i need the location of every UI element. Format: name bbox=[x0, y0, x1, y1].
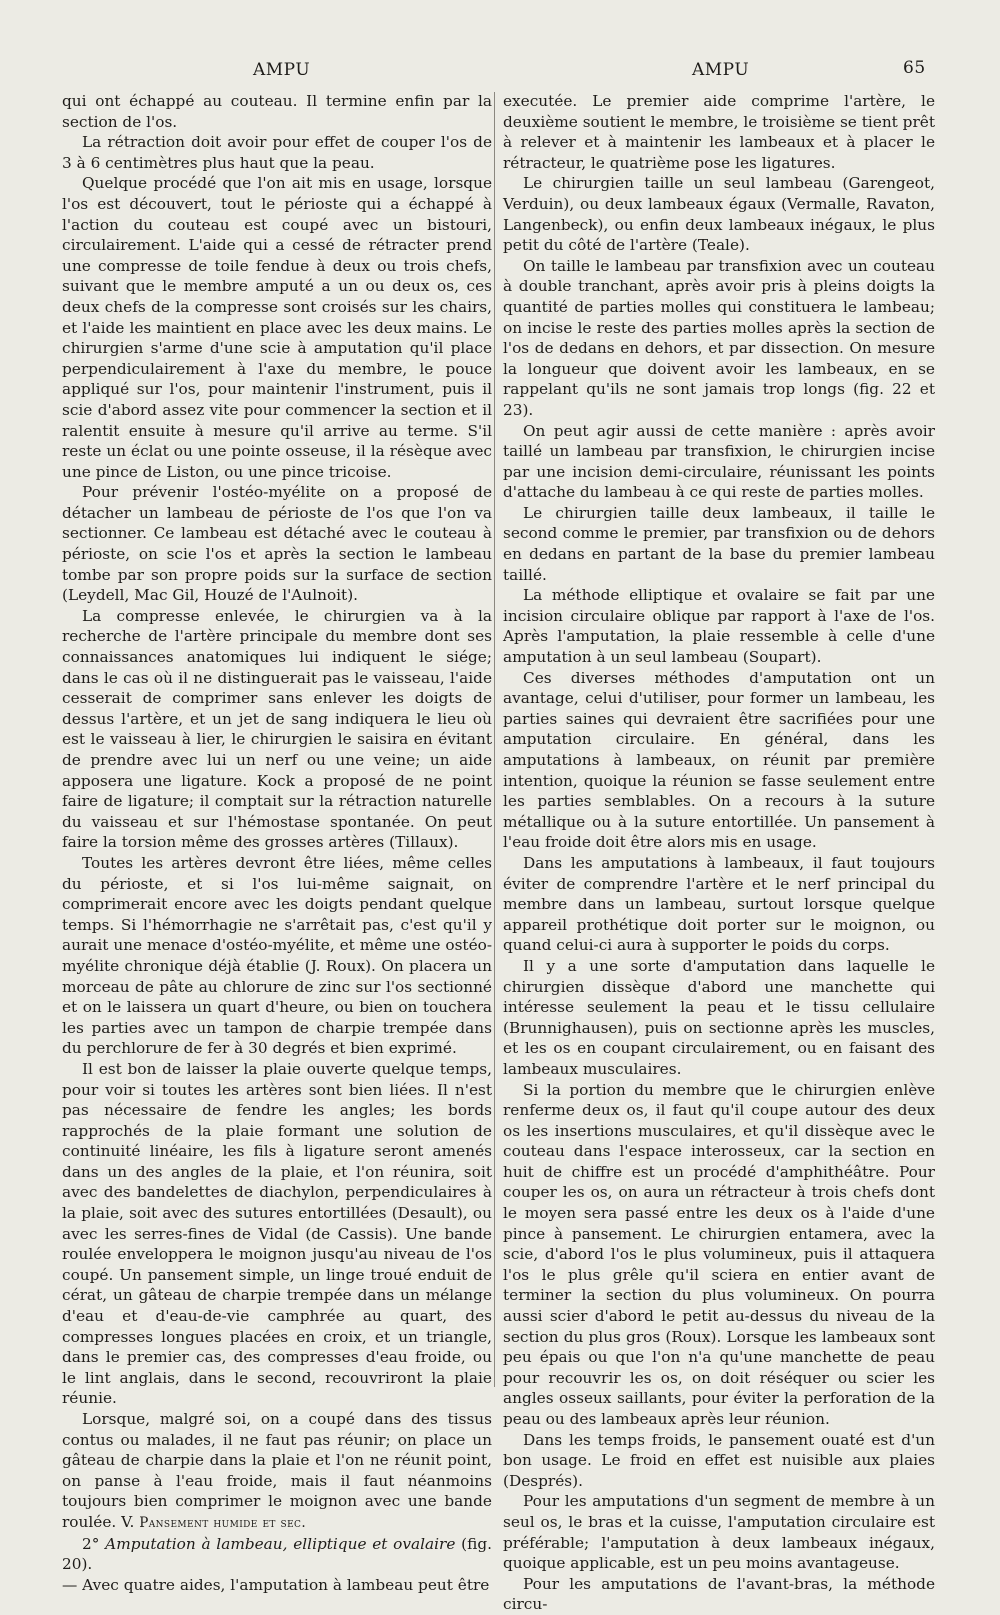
running-head-left: AMPU bbox=[253, 60, 311, 80]
column-divider bbox=[494, 92, 495, 1387]
cross-reference: Pansement humide et sec. bbox=[139, 1514, 307, 1531]
paragraph: Pour les amputations d'un segment de membre à un seul os, le bras et la cuisse, l'amputation circulaire est préférable; l'amputation à deux lambeaux inégaux, quoique applicable, est un peu moins avantageuse. bbox=[503, 1492, 935, 1573]
paragraph: Le chirurgien taille deux lambeaux, il taille le second comme le premier, par transfixion ou de dehors en dedans en partant de la base du premier lambeau taillé. bbox=[503, 503, 935, 584]
paragraph: qui ont échappé au couteau. Il termine enfin par la section de l'os. bbox=[62, 92, 492, 131]
paragraph: Quelque procédé que l'on ait mis en usage, lorsque l'os est découvert, tout le périoste qui a échappé à l'action du couteau est coupé avec un bistouri, circulairement. L'aide qui a cessé de rétracter prend une compresse de toile fendue à deux ou trois chefs, suivant que le membre amputé a un ou deux os, ces deux chefs de la compresse sont croisés sur les chairs, et l'aide les maintient en place avec les deux mains. Le chirurgien s'arme d'une scie à amputation qu'il place perpendiculairement à l'axe du membre, le pouce appliqué sur l'os, pour maintenir l'instrument, puis il scie d'abord assez vite pour commencer la section et il ralentit ensuite à mesure qu'il arrive au terme. S'il reste un éclat ou une pointe osseuse, il la résèque avec une pince de Liston, ou une pince tricoise. bbox=[62, 174, 492, 481]
section-text: — Avec quatre aides, l'amputation à lambeau peut être bbox=[62, 1575, 490, 1594]
paragraph: Toutes les artères devront être liées, même celles du périoste, et si l'os lui-même saignait, on comprimerait encore avec les doigts pendant quelque temps. Si l'hémorrhagie ne s'arrêtait pas, c'est qu'il y aurait une menace d'ostéo-myélite, et même une ostéo-myélite chronique déjà établie (J. Roux). On placera un morceau de pâte au chlorure de zinc sur l'os sectionné et on le laissera un quart d'heure, ou bien on touchera les parties avec un tampon de charpie trempée dans du perchlorure de fer à 30 degrés et bien exprimé. bbox=[62, 853, 492, 1058]
paragraph: On taille le lambeau par transfixion avec un couteau à double tranchant, après avoir pris à pleins doigts la quantité de parties molles qui constituera le lambeau; on incise le reste des parties molles après la section de l'os de dedans en dehors, et par dissection. On mesure la longueur que doivent avoir les lambeaux, en se rappelant qu'ils ne sont jamais trop longs (fig. 22 et 23). bbox=[503, 256, 935, 419]
paragraph: executée. Le premier aide comprime l'artère, le deuxième soutient le membre, le troisième se tient prêt à relever et à maintenir les lambeaux et à placer le rétracteur, le quatrième pose les ligatures. bbox=[503, 92, 935, 172]
paragraph: La rétraction doit avoir pour effet de couper l'os de 3 à 6 centimètres plus haut que la peau. bbox=[62, 133, 492, 172]
paragraph-text: Lorsque, malgré soi, on a coupé dans des tissus contus ou malades, il ne faut pas réunir; on place un gâteau de charpie dans la plaie et l'on ne réunit point, on panse à l'eau froide, mais il faut néanmoins toujours bien comprimer le moignon avec une bande roulée. V. bbox=[62, 1410, 492, 1531]
page-number: 65 bbox=[903, 58, 926, 78]
section-number: 2° bbox=[82, 1534, 100, 1553]
running-head-right: AMPU bbox=[692, 60, 750, 80]
paragraph: Il y a une sorte d'amputation dans laquelle le chirurgien dissèque d'abord une manchette qui intéresse seulement la peau et le tissu cellulaire (Brunnighausen), puis on sectionne après les muscles, et les os en coupant circulairement, ou en faisant des lambeaux musculaires. bbox=[503, 956, 935, 1078]
paragraph: Dans les temps froids, le pansement ouaté est d'un bon usage. Le froid en effet est nuisible aux plaies (Després). bbox=[503, 1430, 935, 1490]
paragraph: On peut agir aussi de cette manière : après avoir taillé un lambeau par transfixion, le chirurgien incise par une incision demi-circulaire, réunissant les points d'attache du lambeau à ce qui reste de parties molles. bbox=[503, 421, 935, 502]
paragraph: Dans les amputations à lambeaux, il faut toujours éviter de comprendre l'artère et le nerf principal du membre dans un lambeau, surtout lorsque quelque appareil prothétique doit porter sur le moignon, ou quand celui-ci aura à supporter le poids du corps. bbox=[503, 853, 935, 955]
paragraph: La méthode elliptique et ovalaire se fait par une incision circulaire oblique par rapport à l'axe de l'os. Après l'amputation, la plaie ressemble à celle d'une amputation à un seul lambeau (Soupart). bbox=[503, 586, 935, 667]
paragraph: Ces diverses méthodes d'amputation ont un avantage, celui d'utiliser, pour former un lambeau, les parties saines qui devraient être sacrifiées pour une amputation circulaire. En général, dans les amputations à lambeaux, on réunit par première intention, quoique la réunion se fasse seulement entre les parties semblables. On a recours à la suture métallique ou à la suture entortillée. Un pansement à l'eau froide doit être alors mis en usage. bbox=[503, 668, 935, 852]
section-heading bbox=[62, 1534, 492, 1575]
paragraph: Le chirurgien taille un seul lambeau (Garengeot, Verduin), ou deux lambeaux égaux (Vermalle, Ravaton, Langenbeck), ou enfin deux lambeaux inégaux, le plus petit du côté de l'artère (Teale). bbox=[503, 174, 935, 255]
left-column bbox=[62, 91, 492, 1595]
section-figure-ref: (fig. 20). bbox=[62, 1534, 492, 1574]
paragraph: Si la portion du membre que le chirurgien enlève renferme deux os, il faut qu'il coupe autour des deux os les insertions musculaires, et qu'il dissèque avec le couteau dans l'espace interosseux, car la section en huit de chiffre est un procédé d'amphithéâtre. Pour couper les os, on aura un rétracteur à trois chefs dont le moyen sera passé entre les deux os à l'aide d'une pince à pansement. Le chirurgien entamera, avec la scie, d'abord l'os le plus volumineux, puis il attaquera l'os le plus grêle qu'il sciera en entier avant de terminer la section du plus volumineux. On pourra aussi scier d'abord le petit au-dessus du niveau de la section du plus gros (Roux). Lorsque les lambeaux sont peu épais ou que l'on n'a qu'une manchette de peau pour recouvrir les os, on doit réséquer ou scier les angles osseux saillants, pour éviter la perforation de la peau ou des lambeaux après leur réunion. bbox=[503, 1080, 935, 1428]
right-column bbox=[503, 91, 935, 1615]
paragraph: Pour prévenir l'ostéo-myélite on a proposé de détacher un lambeau de périoste de l'os que l'on va sectionner. Ce lambeau est détaché avec le couteau à périoste, on scie l'os et après la section le lambeau tombe par son propre poids sur la surface de section (Leydell, Mac Gil, Houzé de l'Aulnoit). bbox=[62, 483, 492, 605]
paragraph: Il est bon de laisser la plaie ouverte quelque temps, pour voir si toutes les artères sont bien liées. Il n'est pas nécessaire de fendre les angles; les bords rapprochés de la plaie formant une solution de continuité linéaire, les fils à ligature seront amenés dans un des angles de la plaie, et l'on réunira, soit avec des bandelettes de diachylon, perpendiculaires à la plaie, soit avec des sutures entortillées (Desault), ou avec les serres-fines de Vidal (de Cassis). Une bande roulée enveloppera le moignon jusqu'au niveau de l'os coupé. Un pansement simple, un linge troué enduit de cérat, un gâteau de charpie trempée dans un mélange d'eau et d'eau-de-vie camphrée au quart, des compresses longues placées en croix, et un triangle, dans le premier cas, des compresses d'eau froide, ou le lint anglais, dans le second, recouvriront la plaie réunie. bbox=[62, 1059, 492, 1408]
paragraph: Pour les amputations de l'avant-bras, la méthode circu- bbox=[503, 1574, 935, 1614]
section-title: Amputation à lambeau, elliptique et ovalaire bbox=[105, 1534, 456, 1553]
paragraph: La compresse enlevée, le chirurgien va à la recherche de l'artère principale du membre dont ses connaissances anatomiques lui indiquent le siége; dans le cas où il ne distinguerait pas le vaisseau, l'aide cesserait de comprimer sans enlever les doigts de dessus l'artère, et un jet de sang indiquera le lieu où est le vaisseau à lier, le chirurgien le saisira en évitant de prendre avec lui un nerf ou une veine; un aide apposera une ligature. Kock a proposé de ne point faire de ligature; il comptait sur la rétraction naturelle du vaisseau et sur l'hémostase spontanée. On peut faire la torsion même des grosses artères (Tillaux). bbox=[62, 606, 492, 852]
paragraph-with-xref bbox=[62, 1409, 492, 1534]
